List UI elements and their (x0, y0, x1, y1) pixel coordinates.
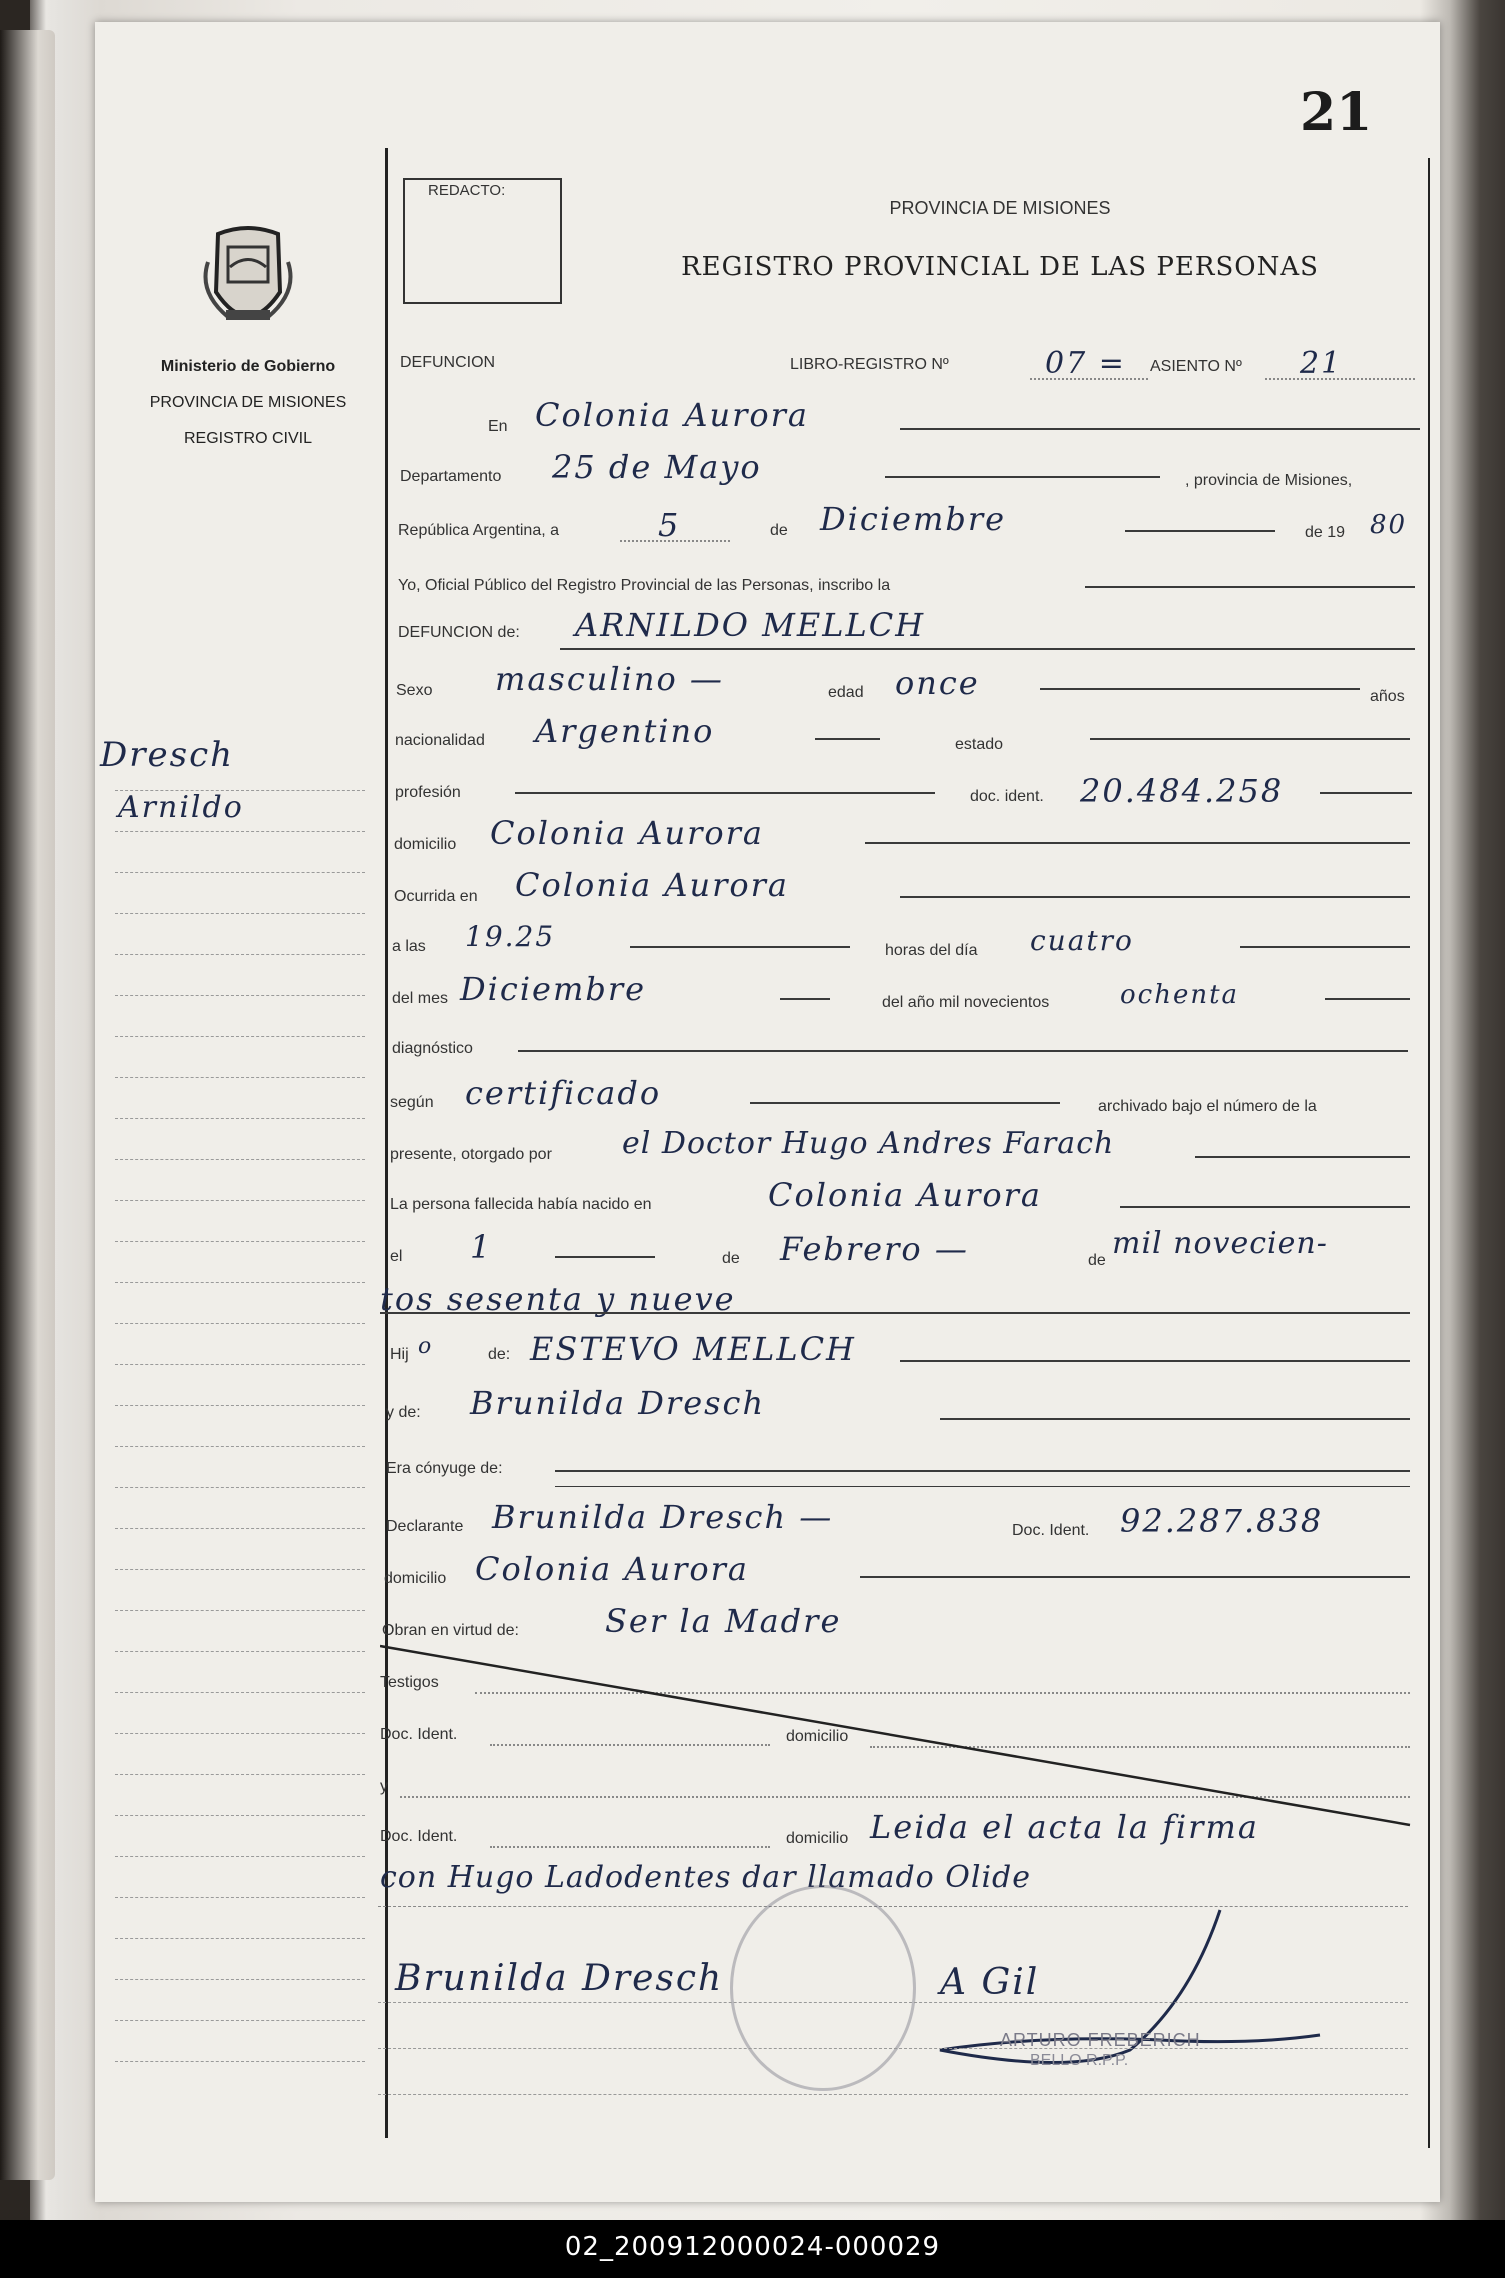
y-de-rule (940, 1418, 1410, 1420)
margin-rule (115, 1938, 365, 1939)
margin-rule (115, 1733, 365, 1734)
declarante-label: Declarante (386, 1518, 464, 1535)
del-mes-rule (780, 998, 830, 1000)
signature-declarant: Brunilda Dresch (395, 1958, 724, 1999)
closing-line-2: con Hugo Ladodentes dar llamado Olide (380, 1860, 1032, 1895)
de-year-label: de 19 (1305, 524, 1346, 541)
ocurrida-value: Colonia Aurora (515, 866, 789, 904)
margin-rule (115, 1323, 365, 1324)
official-seal-stamp (730, 1885, 916, 2091)
estado-rule (1090, 738, 1410, 740)
stamp-name: ARTURO FREBERICH (1000, 2030, 1201, 2050)
sexo-value: masculino — (495, 660, 724, 698)
page-number: 21 (1300, 82, 1373, 143)
del-ano-value: ochenta (1120, 980, 1240, 1010)
domicilio2-value: Colonia Aurora (475, 1550, 749, 1588)
redacto-label: REDACTO: (428, 182, 506, 199)
signature-rule (378, 2048, 1408, 2049)
el-mes-value: Febrero — (780, 1230, 969, 1268)
ocurrida-label: Ocurrida en (394, 888, 478, 905)
del-ano-rule (1325, 998, 1410, 1000)
margin-rule (115, 1241, 365, 1242)
margin-rule (115, 1200, 365, 1201)
edad-value: once (895, 664, 980, 702)
doc-ident-rule (1320, 792, 1412, 794)
ocurrida-rule (900, 896, 1410, 898)
el-value: 1 (470, 1228, 493, 1266)
y-label: y (380, 1778, 388, 1795)
y-de-label: y de: (386, 1404, 421, 1421)
asiento-dots (1265, 378, 1415, 380)
obran-value: Ser la Madre (605, 1602, 842, 1640)
en-label: En (488, 418, 508, 435)
image-caption: 02_200912000024-000029 (564, 2232, 941, 2262)
provincial-emblem-icon (198, 222, 298, 340)
margin-rule (115, 1487, 365, 1488)
presente-value: el Doctor Hugo Andres Farach (622, 1126, 1115, 1161)
hijo-label: Hij (390, 1346, 409, 1363)
margin-rule (115, 1159, 365, 1160)
a-las-rule (630, 946, 850, 948)
nacionalidad-value: Argentino (535, 712, 715, 750)
segun-rule (750, 1102, 1060, 1104)
doc-ident2-dots (490, 1846, 770, 1848)
margin-rule (115, 1692, 365, 1693)
sexo-label: Sexo (396, 682, 433, 699)
margin-rule (115, 913, 365, 914)
domicilio4-label: domicilio (786, 1830, 849, 1847)
testigos-label: Testigos (380, 1674, 439, 1691)
signature-flourish (920, 1900, 1340, 2080)
defuncion-heading: DEFUNCION (400, 354, 496, 371)
de3-label: de (1088, 1252, 1106, 1269)
margin-rule (115, 1282, 365, 1283)
en-value: Colonia Aurora (535, 396, 809, 434)
asiento-value: 21 (1300, 346, 1343, 381)
departamento-rule (885, 476, 1160, 478)
margin-rule (115, 831, 365, 832)
mes-rule (1125, 530, 1275, 532)
margin-rule (115, 790, 365, 791)
right-vertical-rule (1428, 158, 1430, 2148)
defuncion-de-label: DEFUNCION de: (398, 624, 520, 641)
a-las-label: a las (392, 938, 426, 955)
margin-rule (115, 1774, 365, 1775)
signature-official: A Gil (940, 1962, 1040, 2003)
declarante-doc-value: 92.287.838 (1120, 1502, 1324, 1540)
hijo-rule (900, 1360, 1410, 1362)
diagnostico-label: diagnóstico (392, 1040, 473, 1057)
margin-rule (115, 1979, 365, 1980)
anos-label: años (1370, 688, 1405, 705)
margin-rule (115, 954, 365, 955)
domicilio2-label: domicilio (384, 1570, 447, 1587)
margin-rule (115, 1405, 365, 1406)
nacionalidad-label: nacionalidad (395, 732, 485, 749)
conyuge-rule-2 (555, 1486, 1410, 1487)
margin-rule (115, 1036, 365, 1037)
margin-rule (115, 1118, 365, 1119)
presente-rule (1195, 1156, 1410, 1158)
year-value: 80 (1370, 510, 1408, 540)
del-mes-label: del mes (392, 990, 449, 1007)
margin-rule (115, 995, 365, 996)
doc-ident2-label: Doc. Ident. (380, 1828, 458, 1845)
margin-rule (115, 1077, 365, 1078)
ministerio-label: Ministerio de Gobierno (160, 358, 336, 375)
del-ano-label: del año mil novecientos (882, 994, 1050, 1011)
domicilio-label: domicilio (394, 836, 457, 853)
margin-rule (115, 1364, 365, 1365)
margin-rule (115, 1856, 365, 1857)
defuncion-de-rule (560, 648, 1415, 650)
departamento-value: 25 de Mayo (552, 448, 762, 486)
republica-label: República Argentina, a (398, 522, 559, 539)
closing-line-1: Leida el acta la firma (870, 1808, 1259, 1846)
defuncion-de-value: ARNILDO MELLCH (575, 606, 926, 644)
hijo-suffix: o (418, 1334, 434, 1359)
margin-note-surname: Dresch (100, 735, 235, 775)
a-las-value: 19.25 (465, 920, 556, 953)
de-label: de (770, 522, 788, 539)
segun-label: según (390, 1094, 434, 1111)
anio-cont-value: tos sesenta y nueve (380, 1280, 736, 1318)
cancel-diagonal (380, 1640, 1430, 1830)
el-anio-value: mil novecien- (1112, 1226, 1328, 1261)
profesion-label: profesión (395, 784, 461, 801)
libro-label: LIBRO-REGISTRO Nº (790, 356, 949, 373)
previous-page-edge (0, 30, 55, 2180)
domicilio3-label: domicilio (786, 1728, 849, 1745)
signature-rule (378, 2094, 1408, 2095)
anio-rule (380, 1312, 1410, 1314)
declarante-value: Brunilda Dresch — (492, 1498, 834, 1536)
segun-value: certificado (465, 1074, 662, 1112)
margin-rule (115, 2061, 365, 2062)
horas-rule (1240, 946, 1410, 948)
registry-heading: REGISTRO PROVINCIAL DE LAS PERSONAS (681, 252, 1319, 282)
el-rule (555, 1256, 655, 1258)
margin-rule (115, 1897, 365, 1898)
registro-civil-label: REGISTRO CIVIL (183, 430, 313, 447)
edad-label: edad (828, 684, 864, 701)
margin-rule (115, 1815, 365, 1816)
en-rule (900, 428, 1420, 430)
el-label: el (390, 1248, 403, 1265)
libro-dots (1030, 378, 1148, 380)
declarante-doc-label: Doc. Ident. (1012, 1522, 1090, 1539)
hijo-de-value: ESTEVO MELLCH (530, 1330, 856, 1368)
stamp-sub: BELLO R.P.P. (1030, 2052, 1129, 2069)
provincia-label: PROVINCIA DE MISIONES (149, 394, 347, 411)
doc-ident-label: doc. ident. (970, 788, 1044, 805)
estado-label: estado (955, 736, 1004, 753)
nacido-rule (1120, 1206, 1410, 1208)
nacionalidad-rule (815, 738, 880, 740)
nacido-value: Colonia Aurora (768, 1176, 1042, 1214)
margin-rule (115, 1528, 365, 1529)
dia-value: 5 (658, 506, 681, 544)
conyuge-label: Era cónyuge de: (386, 1460, 503, 1477)
yo-label: Yo, Oficial Público del Registro Provincial de las Personas, inscribo la (398, 577, 891, 594)
province-heading: PROVINCIA DE MISIONES (889, 198, 1111, 218)
presente-label: presente, otorgado por (390, 1146, 552, 1163)
obran-label: Obran en virtud de: (382, 1622, 519, 1639)
nacido-label: La persona fallecida había nacido en (390, 1196, 652, 1213)
margin-rule (115, 1569, 365, 1570)
margin-rule (115, 1651, 365, 1652)
archivado-label: archivado bajo el número de la (1098, 1098, 1317, 1115)
libro-value: 07 = (1045, 346, 1126, 381)
edad-rule (1040, 688, 1360, 690)
y-de-value: Brunilda Dresch (470, 1384, 766, 1422)
provincia-suffix: , provincia de Misiones, (1185, 472, 1353, 489)
conyuge-rule (555, 1470, 1410, 1472)
domicilio-rule (865, 842, 1410, 844)
profesion-rule (515, 792, 935, 794)
margin-rule (115, 1610, 365, 1611)
hijo-de-label: de: (488, 1346, 511, 1363)
domicilio2-rule (860, 1576, 1410, 1578)
horas-value: cuatro (1030, 924, 1134, 957)
asiento-label: ASIENTO Nº (1150, 358, 1242, 375)
margin-rule (115, 1446, 365, 1447)
del-mes-value: Diciembre (460, 970, 647, 1008)
signature-rule (378, 2002, 1408, 2003)
doc-ident-value: 20.484.258 (1080, 772, 1284, 810)
departamento-label: Departamento (400, 468, 502, 485)
doc-ident1-label: Doc. Ident. (380, 1726, 458, 1743)
margin-note-firstname: Arnildo (118, 790, 244, 825)
margin-rule (115, 872, 365, 873)
de2-label: de (722, 1250, 740, 1267)
margin-rule (115, 2020, 365, 2021)
mes-value: Diciembre (820, 500, 1007, 538)
domicilio-value: Colonia Aurora (490, 814, 764, 852)
horas-label: horas del día (885, 942, 978, 959)
dia-dots (620, 540, 730, 542)
diagnostico-rule (518, 1050, 1408, 1052)
yo-rule (1085, 586, 1415, 588)
